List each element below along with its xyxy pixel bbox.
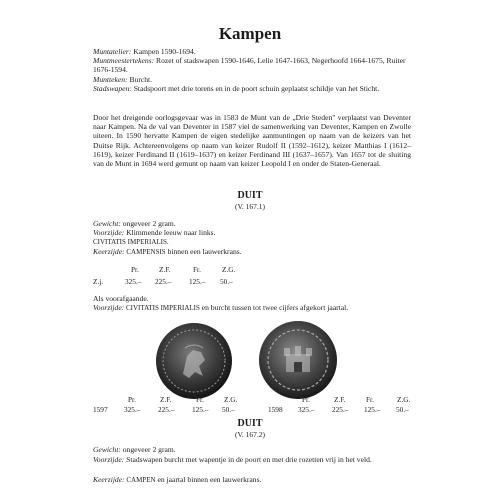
keerzijde-label-2: Keerzijde: (93, 475, 125, 484)
page-title: Kampen (218, 24, 282, 43)
als-voorafgaande: Als voorafgaande. (93, 294, 149, 303)
gewicht-value-2: ongeveer 2 gram. (120, 445, 176, 454)
coin-left-value-zf: 225.– (158, 405, 175, 414)
stadswapen-line (93, 84, 415, 93)
voorzijde-label-1: Voorzijde: (93, 228, 125, 237)
keerzijde-legend-2: CAMPEN (124, 476, 156, 484)
gewicht-label-2: Gewicht: (93, 445, 121, 454)
coin-right-header-fr: Fr. (366, 395, 374, 404)
voorzijde-label-2: Voorzijde: (93, 455, 125, 464)
coin-right-header-pr: Pr. (302, 395, 310, 404)
muntatelier-line (93, 47, 415, 56)
coin-right-value-zf: 225.– (332, 405, 349, 414)
keerzijde-legend-1: CAMPENSIS (124, 248, 166, 256)
voorzijde-value-1: Klimmende leeuw naar links. (124, 228, 216, 237)
voorzijde-rest-1b: en burcht tussen tot twee cijfers afgekort jaartal. (199, 303, 349, 312)
history-paragraph: Door het dreigende oorlogsgevaar was in 1583 de Munt van de „Drie Steden" verplaatst van Deventer naar Kampen. Na de val van Deventer in 1587 viel de samenwerking van Deventer, Kampen en Zwolle uiteen. In 1590 hervatte Kampen de eigen stedelijke aanmuntingen op naam van de keizers van het Duitse Rijk. Achtereenvolgens op naam van keizer Rudolf II (1592–1612), keizer Matthias I (1612–1619), keizer Ferdinand II (1619–1637) en keizer Ferdinand III (1637–1657). Van 1657 tot de sluiting van de Munt in 1694 werd gemunt op naam van keizer Leopold I en onder de Staten-Generaal. (93, 113, 411, 169)
voorzijde-line-1b (93, 303, 423, 313)
muntmeestertekens-value: Rozet of stadswapen 1590-1646, Lelie 1647-1663, Negerhoofd 1664-1675, Ruiter 1676-1594. (93, 56, 406, 75)
coin-left-header-zf: Z.F. (160, 395, 172, 404)
price-row-label: Z.j. (93, 277, 104, 286)
keerzijde-rest-1: binnen een lauwerkrans. (165, 247, 242, 256)
voorzijde-label-1b: Voorzijde: (93, 303, 125, 312)
section-ref-duit-2: (V. 167.2) (234, 430, 266, 439)
voorzijde-legend-1b: CIVITATIS IMPERIALIS (124, 304, 200, 312)
coin-left-header-pr: Pr. (128, 395, 136, 404)
legend-obverse-1: CIVITATIS IMPERIALIS. (93, 238, 169, 246)
coin-left-header-fr: Fr. (196, 395, 204, 404)
keerzijde-line-2 (93, 475, 423, 485)
section-ref-duit-1: (V. 167.1) (234, 202, 266, 211)
coin-left-year: 1597 (93, 405, 108, 414)
coin-right-value-pr: 325.– (298, 405, 315, 414)
gewicht-value-1: ongeveer 2 gram. (120, 219, 176, 228)
muntteken-line (93, 75, 415, 84)
voorzijde-line-2 (93, 455, 415, 464)
coin-left-value-zg: 50.– (222, 405, 235, 414)
keerzijde-label-1: Keerzijde: (93, 247, 125, 256)
section-title-duit-1: DUIT (237, 190, 263, 201)
price-value-zf: 225.– (155, 277, 172, 286)
coin-left-header-zg: Z.G. (224, 395, 238, 404)
stadswapen-value: Stadspoort met drie torens en in de poort schuin geplaatst schildje van het Sticht. (131, 84, 380, 93)
section-title-duit-2: DUIT (237, 418, 263, 429)
price-header-fr: Fr. (193, 265, 201, 274)
keerzijde-rest-2: en jaartal binnen een lauwerkrans. (155, 475, 262, 484)
stadswapen-label: Stadswapen: (93, 84, 132, 93)
price-value-fr: 125.– (189, 277, 206, 286)
muntteken-value: Burcht. (127, 75, 153, 84)
muntmeestertekens-line (93, 56, 415, 75)
voorzijde-value-2: Stadswapen burcht met wapentje in de poort en met drie rozetten vrij in het veld. (124, 455, 372, 464)
coin-obverse-image (155, 322, 233, 400)
coin-left-value-pr: 325.– (124, 405, 141, 414)
muntatelier-label: Muntatelier: (93, 47, 132, 56)
muntteken-label: Muntteken: (93, 75, 128, 84)
price-header-zf: Z.F. (159, 265, 171, 274)
voorzijde-line-1 (93, 228, 423, 237)
price-header-pr: Pr. (131, 265, 139, 274)
gewicht-line-2 (93, 445, 423, 454)
coin-right-value-fr: 125.– (364, 405, 381, 414)
coin-left-value-fr: 125.– (192, 405, 209, 414)
price-value-zg: 50.– (220, 277, 233, 286)
coin-reverse-image (258, 320, 338, 400)
price-value-pr: 325.– (125, 277, 142, 286)
price-header-zg: Z.G. (222, 265, 236, 274)
muntmeestertekens-label: Muntmeestertekens: (93, 56, 155, 65)
gewicht-line-1 (93, 219, 423, 228)
gewicht-label-1: Gewicht: (93, 219, 121, 228)
coin-right-header-zf: Z.F. (334, 395, 346, 404)
coin-right-year: 1598 (268, 405, 283, 414)
keerzijde-line-1 (93, 247, 423, 257)
muntatelier-value: Kampen 1590-1694. (131, 47, 196, 56)
coin-right-value-zg: 50.– (396, 405, 409, 414)
coin-right-header-zg: Z.G. (397, 395, 411, 404)
